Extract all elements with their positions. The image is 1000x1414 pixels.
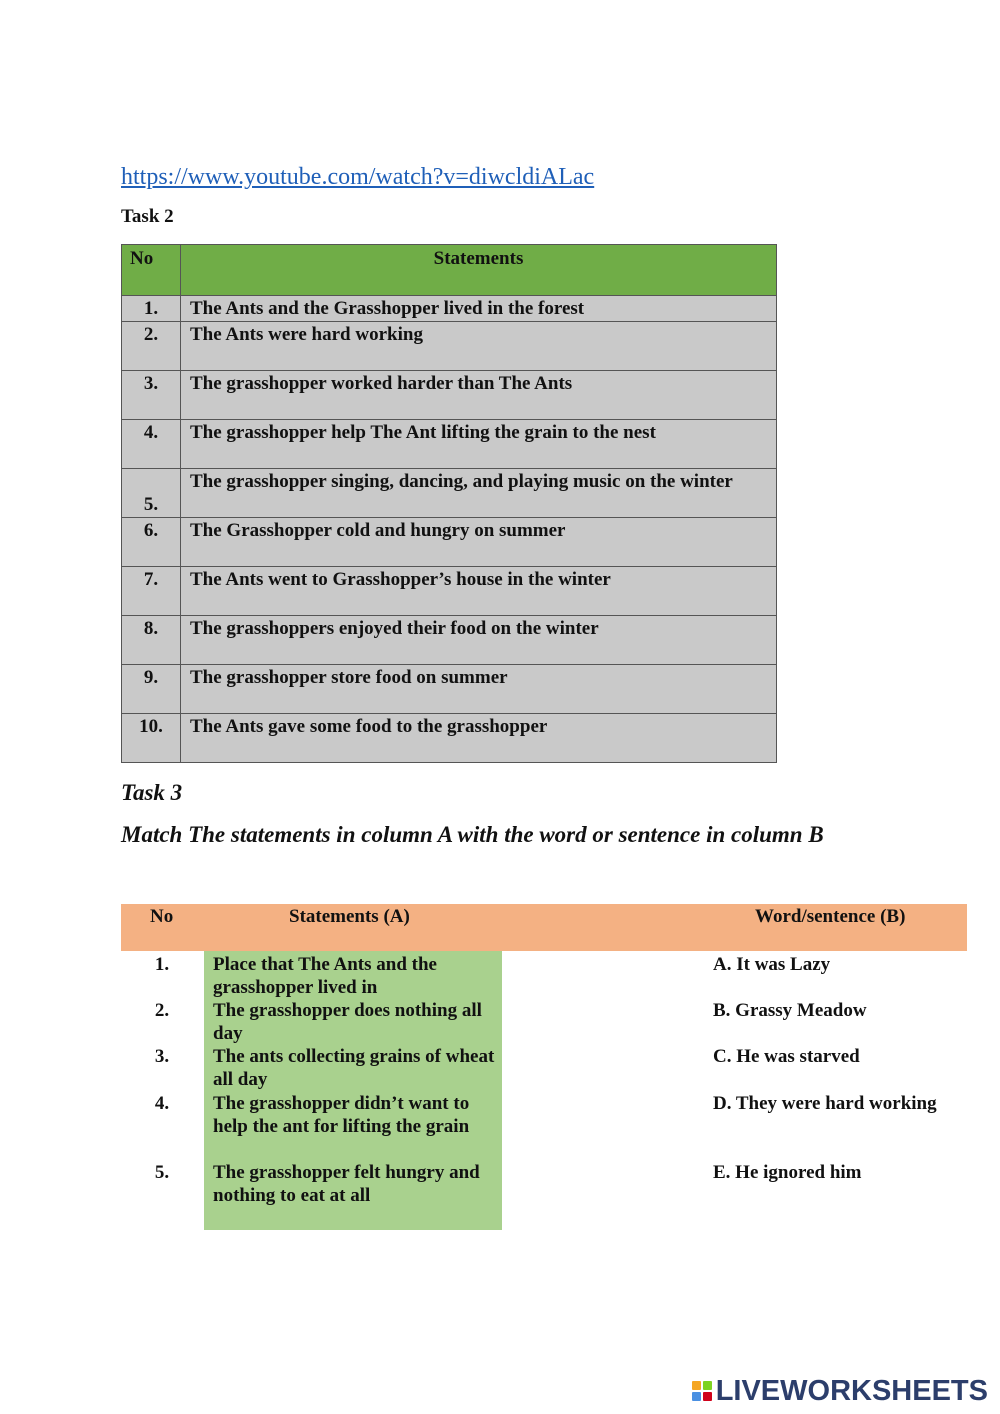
row-statement: The Ants gave some food to the grasshopper bbox=[181, 714, 777, 763]
match-statement-a: The ants collecting grains of wheat all day bbox=[213, 1046, 495, 1090]
match-option-b: E. He ignored him bbox=[713, 1162, 862, 1183]
table-row bbox=[122, 469, 777, 518]
table-row bbox=[122, 665, 777, 714]
match-option-b: A. It was Lazy bbox=[713, 954, 831, 975]
task3-title: Task 3 bbox=[121, 780, 183, 805]
row-statement: The Ants and the Grasshopper lived in the forest bbox=[181, 296, 777, 322]
row-statement: The grasshopper store food on summer bbox=[181, 665, 777, 714]
match-statement-a: Place that The Ants and the grasshopper lived in bbox=[213, 954, 437, 998]
match-number: 4. bbox=[154, 1093, 170, 1114]
table-row bbox=[122, 322, 777, 371]
header-no: No bbox=[122, 245, 181, 296]
row-number: 5. bbox=[122, 469, 181, 518]
task2-title: Task 2 bbox=[121, 206, 174, 227]
header-statements: Statements bbox=[181, 245, 777, 296]
match-number: 5. bbox=[154, 1162, 170, 1183]
row-statement: The Ants went to Grasshopper’s house in the winter bbox=[181, 567, 777, 616]
logo-grid-icon bbox=[692, 1381, 712, 1401]
row-number: 6. bbox=[122, 518, 181, 567]
match-statement-a: The grasshopper didn’t want to help the ant for lifting the grain bbox=[213, 1093, 470, 1137]
match-option-b: B. Grassy Meadow bbox=[713, 1000, 867, 1021]
table-row bbox=[122, 420, 777, 469]
row-number: 1. bbox=[122, 296, 181, 322]
match-header-a: Statements (A) bbox=[289, 906, 410, 927]
table-header-row bbox=[122, 245, 777, 296]
table-row bbox=[122, 714, 777, 763]
match-number: 1. bbox=[154, 954, 170, 975]
row-number: 10. bbox=[122, 714, 181, 763]
video-link[interactable]: https://www.youtube.com/watch?v=diwcldiALac bbox=[121, 164, 595, 190]
match-option-b: D. They were hard working bbox=[713, 1093, 937, 1114]
match-statement-a: The grasshopper does nothing all day bbox=[213, 1000, 482, 1044]
table-row bbox=[122, 371, 777, 420]
table-row bbox=[122, 518, 777, 567]
match-header-b: Word/sentence (B) bbox=[755, 906, 906, 927]
row-number: 7. bbox=[122, 567, 181, 616]
row-statement: The grasshopper help The Ant lifting the grain to the nest bbox=[181, 420, 777, 469]
row-number: 2. bbox=[122, 322, 181, 371]
row-number: 3. bbox=[122, 371, 181, 420]
table-row bbox=[122, 616, 777, 665]
logo-text: LIVEWORKSHEETS bbox=[715, 1374, 988, 1407]
row-number: 4. bbox=[122, 420, 181, 469]
row-number: 8. bbox=[122, 616, 181, 665]
match-number: 2. bbox=[154, 1000, 170, 1021]
table-row bbox=[122, 567, 777, 616]
match-option-b: C. He was starved bbox=[713, 1046, 860, 1067]
row-statement: The grasshoppers enjoyed their food on the winter bbox=[181, 616, 777, 665]
match-header-no: No bbox=[150, 906, 174, 927]
liveworksheets-logo bbox=[692, 1374, 988, 1408]
row-number: 9. bbox=[122, 665, 181, 714]
row-statement: The grasshopper worked harder than The Ants bbox=[181, 371, 777, 420]
task3-instruction: Match The statements in column A with the word or sentence in column B bbox=[121, 822, 824, 847]
row-statement: The grasshopper singing, dancing, and playing music on the winter bbox=[181, 469, 777, 518]
table-row bbox=[122, 296, 777, 322]
match-statement-a: The grasshopper felt hungry and nothing to eat at all bbox=[213, 1162, 480, 1206]
task2-table bbox=[121, 244, 777, 763]
match-number: 3. bbox=[154, 1046, 170, 1067]
row-statement: The Grasshopper cold and hungry on summer bbox=[181, 518, 777, 567]
row-statement: The Ants were hard working bbox=[181, 322, 777, 371]
